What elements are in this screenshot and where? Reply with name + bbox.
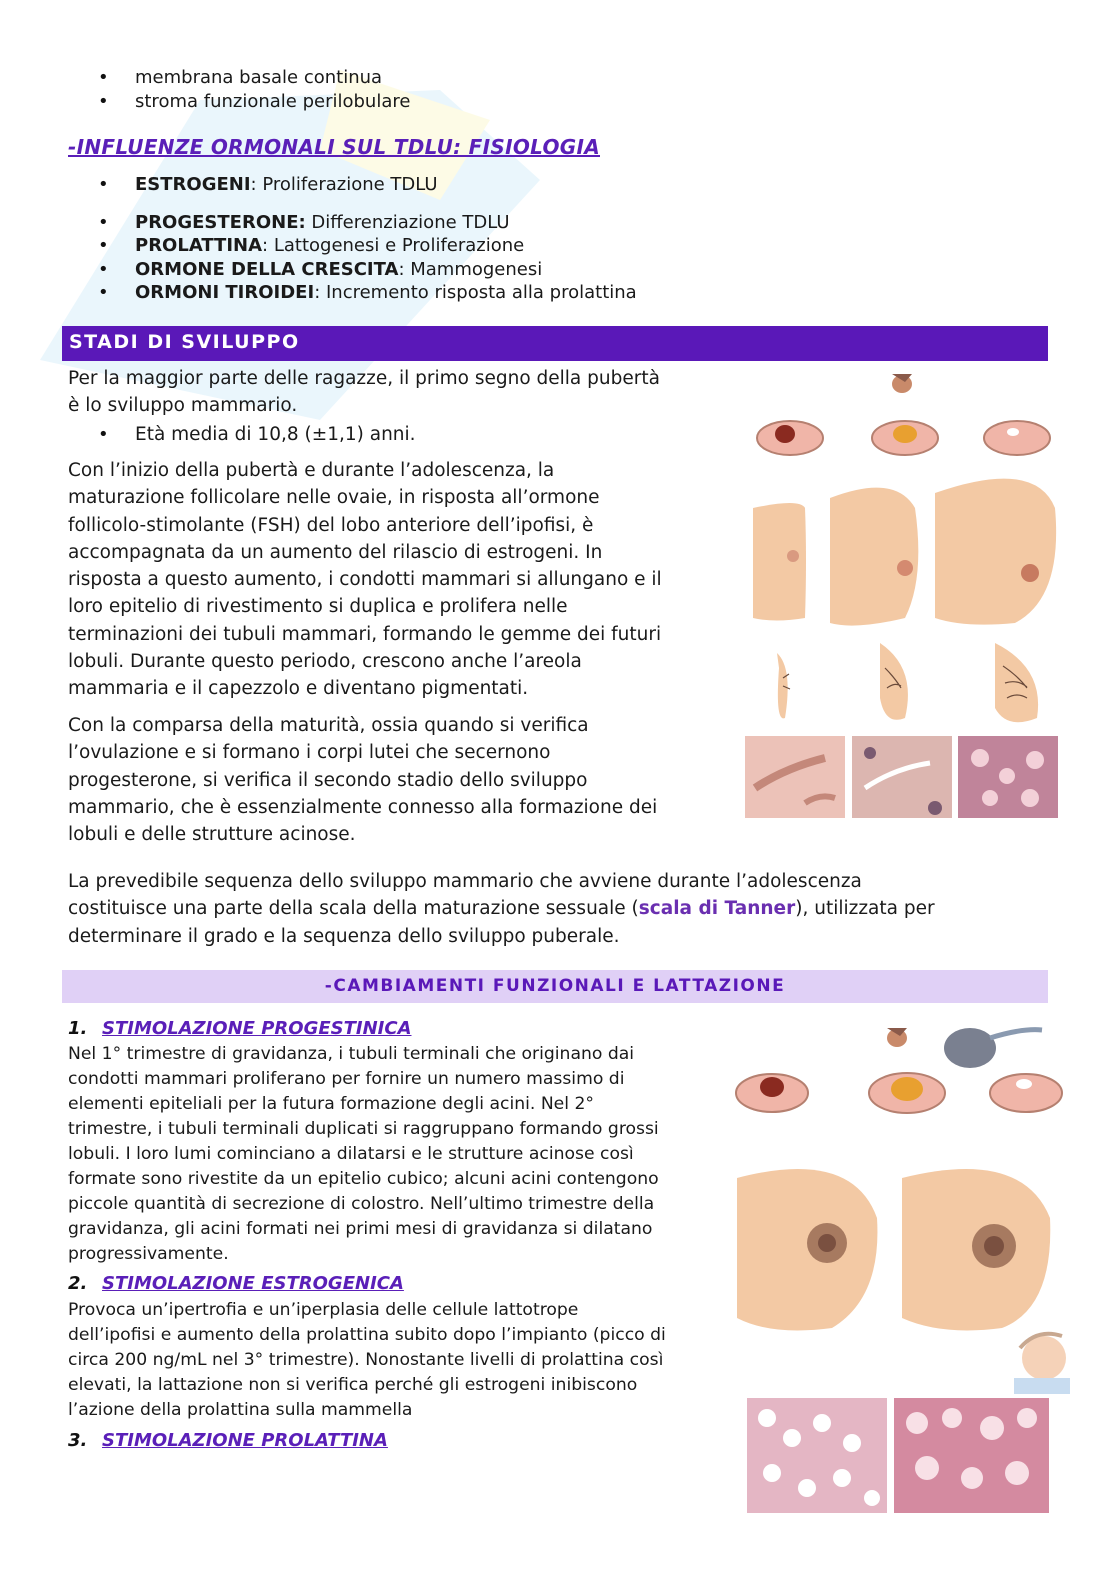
- hormone-list: [92, 173, 637, 305]
- duct-profile-icon: [880, 643, 908, 720]
- stadi-paragraph-1: Con l’inizio della pubertà e durante l’adolescenza, la maturazione follicolare nelle ovaie, in risposta all’ormone follicolo-stimolante (FSH) del lobo anteriore dell’ipofisi, è accompagnata da un aumento del rilascio di estrogeni. In risposta a questo aumento, i condotti mammari si allungano e il loro epitelio di rivestimento si duplica e prolifera nelle terminazioni dei tubuli mammari, formando le gemme dei futuri lobuli. Durante questo periodo, crescono anche l’areola mammaria e il capezzolo e diventano pigmentati.: [68, 460, 662, 700]
- histology-tile-icon: [894, 1398, 1049, 1513]
- breast-stage-icon: [830, 488, 918, 626]
- pregnant-breast-icon: [902, 1169, 1050, 1330]
- list-item: • Età media di 10,8 (±1,1) anni.: [92, 423, 416, 446]
- list-item: • stroma funzionale perilobulare: [92, 90, 410, 114]
- ovary-section-icon: [872, 421, 938, 455]
- ovary-section-icon: [757, 421, 823, 455]
- stadi-paragraph-2: Con la comparsa della maturità, ossia quando si verifica l’ovulazione e si formano i corpi lutei che secernono progesterone, si verifica il secondo stadio dello sviluppo mammario, che è essenzialmente connesso alla formazione dei lobuli e delle strutture acinose.: [68, 715, 658, 846]
- subsection-heading-2: 2. STIMOLAZIONE ESTROGENICA: [68, 1273, 404, 1294]
- baby-face-icon: [1014, 1334, 1070, 1394]
- pregnant-breast-icon: [737, 1169, 877, 1330]
- top-bullet-list: [92, 66, 410, 113]
- puberty-development-illustration: [745, 368, 1060, 823]
- subsection-heading-1: 1. STIMOLAZIONE PROGESTINICA: [68, 1018, 412, 1039]
- pregnancy-changes-illustration: [732, 1018, 1072, 1515]
- hormonal-influences-heading: -INFLUENZE ORMONALI SUL TDLU: FISIOLOGIA: [68, 135, 600, 159]
- histology-tile-icon: [745, 736, 845, 818]
- breast-stage-icon: [935, 479, 1056, 625]
- histology-tile-icon: [852, 736, 952, 818]
- list-item: • PROGESTERONE: Differenziazione TDLU: [92, 211, 637, 235]
- list-item: • ORMONI TIROIDEI: Incremento risposta alla prolattina: [92, 281, 637, 305]
- list-item: • membrana basale continua: [92, 66, 410, 90]
- subsection-text-1: Nel 1° trimestre di gravidanza, i tubuli terminali che originano dai condotti mammari proliferano per fornire un numero massimo di elementi epiteliali per la futura formazione degli acini. Nel 2° trimestre, i tubuli terminali duplicati si raggruppano formando grossi lobuli. I loro lumi cominciano a dilatarsi e le strutture acinose così formate sono rivestite da un epitelio cubico; alcuni acini contengono piccole quantità di secrezione di colostro. Nell’ultimo trimestre della gravidanza, gli acini formati nei primi mesi di gravidanza si dilatano progressivamente.: [68, 1044, 659, 1264]
- histology-tile-icon: [958, 736, 1058, 818]
- section-band-stadi: STADI DI SVILUPPO: [62, 326, 1048, 361]
- duct-profile-icon: [995, 643, 1038, 722]
- subsection-heading-3: 3. STIMOLAZIONE PROLATTINA: [68, 1430, 388, 1451]
- histology-tile-icon: [747, 1398, 887, 1513]
- subsection-text-2: Provoca un’ipertrofia e un’iperplasia delle cellule lattotrope dell’ipofisi e aumento della prolattina subito dopo l’impianto (picco di circa 200 ng/mL nel 3° trimestre). Nonostante livelli di prolattina così elevati, la lattazione non si verifica perché gli estrogeni inibiscono l’azione della prolattina sulla mammella: [68, 1300, 666, 1420]
- stadi-intro: Per la maggior parte delle ragazze, il primo segno della pubertà è lo sviluppo mammario.: [68, 368, 660, 417]
- list-item: • PROLATTINA: Lattogenesi e Proliferazione: [92, 234, 637, 258]
- age-bullet: [92, 423, 416, 446]
- list-item: • ORMONE DELLA CRESCITA: Mammogenesi: [92, 258, 637, 282]
- ovary-section-icon: [984, 421, 1050, 455]
- tanner-scale-highlight: scala di Tanner: [638, 898, 796, 920]
- ovary-section-icon: [990, 1074, 1062, 1112]
- stadi-paragraph-3: La prevedibile sequenza dello sviluppo mammario che avviene durante l’adolescenza costituisce una parte della scala della maturazione sessuale (scala di Tanner), utilizzata per determinare il grado e la sequenza dello sviluppo puberale.: [68, 871, 935, 947]
- section-band-cambiamenti: -CAMBIAMENTI FUNZIONALI E LATTAZIONE: [62, 970, 1048, 1003]
- pituitary-icon: [892, 374, 912, 393]
- list-item: • ESTROGENI: Proliferazione TDLU: [92, 173, 637, 197]
- ovary-section-icon: [736, 1074, 808, 1112]
- breast-stage-icon: [753, 503, 806, 621]
- placenta-icon: [944, 1028, 1042, 1068]
- ovary-section-icon: [869, 1073, 945, 1113]
- pituitary-icon: [887, 1028, 907, 1047]
- duct-profile-icon: [777, 653, 790, 718]
